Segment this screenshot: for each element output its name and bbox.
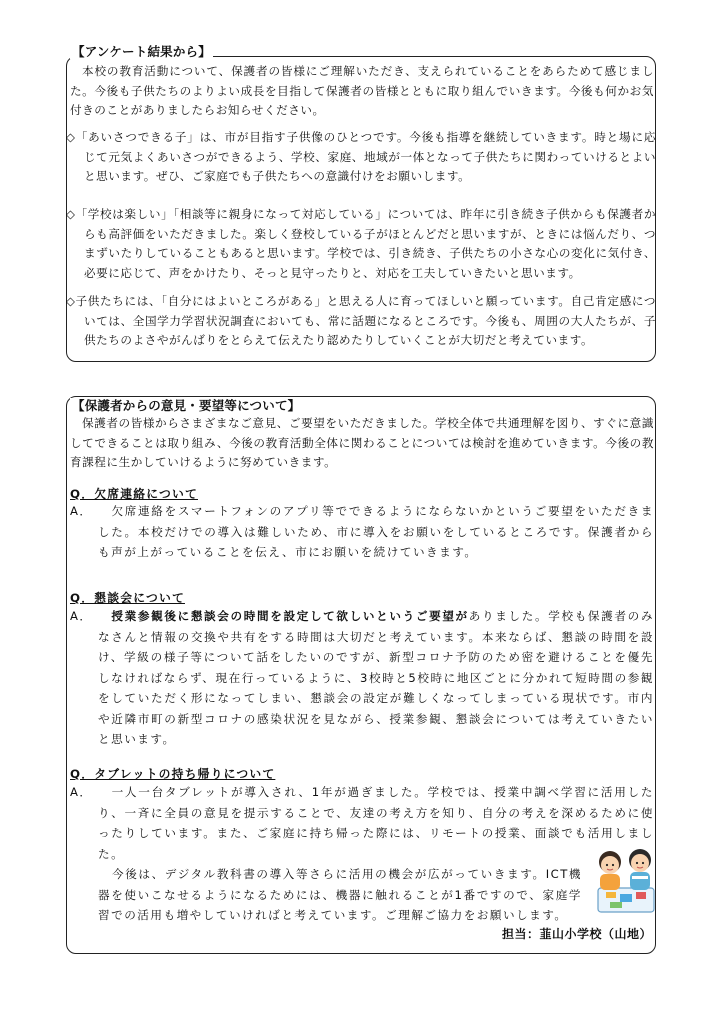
question-absence: Q．欠席連絡について [70, 487, 198, 501]
answer-tablet-text: 一人一台タブレットが導入され、1年が過ぎました。学校では、授業中調べ学習に活用したり、一斉に全員の意見を提示することで、友達の考え方を知り、自分の考えを深めるために使ったりしています。また、ご家庭に持ち帰った際には、リモートの授業、面談でも活用しました。 [98, 785, 654, 861]
question-meeting: Q．懇談会について [70, 591, 185, 605]
survey-bullet-self-esteem: ◇子供たちには、「自分にはよいところがある」と思える人に育ってほしいと願っています。自己肯定感については、全国学力学習状況調査においても、常に話題になるところです。今後も、周囲の大人たちが、子供たちのよさやがんばりをとらえて伝えたり認めたりしていくことが大切だと考えています。 [66, 294, 656, 347]
answer-lead: A． [70, 504, 93, 518]
children-with-tablet-icon [592, 842, 660, 916]
answer-absence [70, 501, 654, 563]
answer-tablet [70, 782, 654, 926]
answer-meeting-text: ありました。学校も保護者のみなさんと情報の交換や共有をする時間は大切だと考えています。本来ならば、懇談の時間を設け、学級の様子等について話をしたいのですが、新型コロナ予防のため密を避けることを優先しなければならず、現在行っているように、3校時と5校時に地区ごとに分かれて短時間の参観をしていただく形になってしまい、懇談会の設定が難しくなってしまっている現状です。市内や近隣市町の新型コロナの感染状況を見ながら、授業参観、懇談会については考えていきたいと思います。 [98, 609, 654, 746]
signature: 担当：韮山小学校（山地） [501, 927, 652, 941]
survey-section-title: 【アンケート結果から】 [72, 44, 211, 59]
answer-lead: A． [70, 609, 93, 623]
survey-bullet-school-fun: ◇「学校は楽しい」「相談等に親身になって対応している」については、昨年に引き続き子供からも保護者からも高評価をいただきました。楽しく登校している子がほとんどだと思いますが、ときには悩んだり、つまずいたりしていることもあると思います。学校では、引き続き、子供たちの小さな心の変化に気付き、必要に応じて、声をかけたり、そっと見守ったりと、対応を工夫していきたいと思います。 [66, 207, 656, 280]
answer-lead: A． [70, 785, 93, 799]
survey-bullet-greeting: ◇「あいさつできる子」は、市が目指す子供像のひとつです。今後も指導を継続していきます。時と場に応じて元気よくあいさつができるよう、学校、家庭、地域が一体となって子供たちに関わっていけるとよいと思います。ぜひ、ご家庭でも子供たちへの意識付けをお願いします。 [66, 130, 656, 183]
survey-intro: 本校の教育活動について、保護者の皆様にご理解いただき、支えられていることをあらためて感じました。今後も子供たちのよりよい成長を目指して保護者の皆様とともに取り組んでいきます。今後も何かお気付きのことがありましたらお知らせください。 [70, 64, 654, 117]
answer-tablet-text-2: 今後は、デジタル教科書の導入等さらに活用の機会が広がっていきます。ICT機器を使いこなせるようになるためには、機器に触れることが1番ですので、家庭学習での活用も増やしていければと考えています。ご理解ご協力をお願いします。 [98, 867, 582, 922]
opinions-intro: 保護者の皆様からさまざまなご意見、ご要望をいただきました。学校全体で共通理解を図り、すぐに意識してできることは取り組み、今後の教育活動全体に関わることについては検討を進めていきます。今後の教育課程に生かしていけるように努めていきます。 [70, 416, 654, 469]
opinions-section-title: 【保護者からの意見・要望等について】 [72, 398, 301, 413]
answer-meeting-bold: 授業参観後に懇談会の時間を設定して欲しいというご要望が [111, 609, 469, 623]
question-tablet: Q．タブレットの持ち帰りについて [70, 767, 276, 781]
answer-meeting [70, 606, 654, 750]
answer-absence-text: 欠席連絡をスマートフォンのアプリ等でできるようにならないかというご要望をいただきました。本校だけでの導入は難しいため、市に導入をお願いをしているところです。保護者からも声が上がっていることを伝え、市にお願いを続けていきます。 [98, 504, 654, 559]
